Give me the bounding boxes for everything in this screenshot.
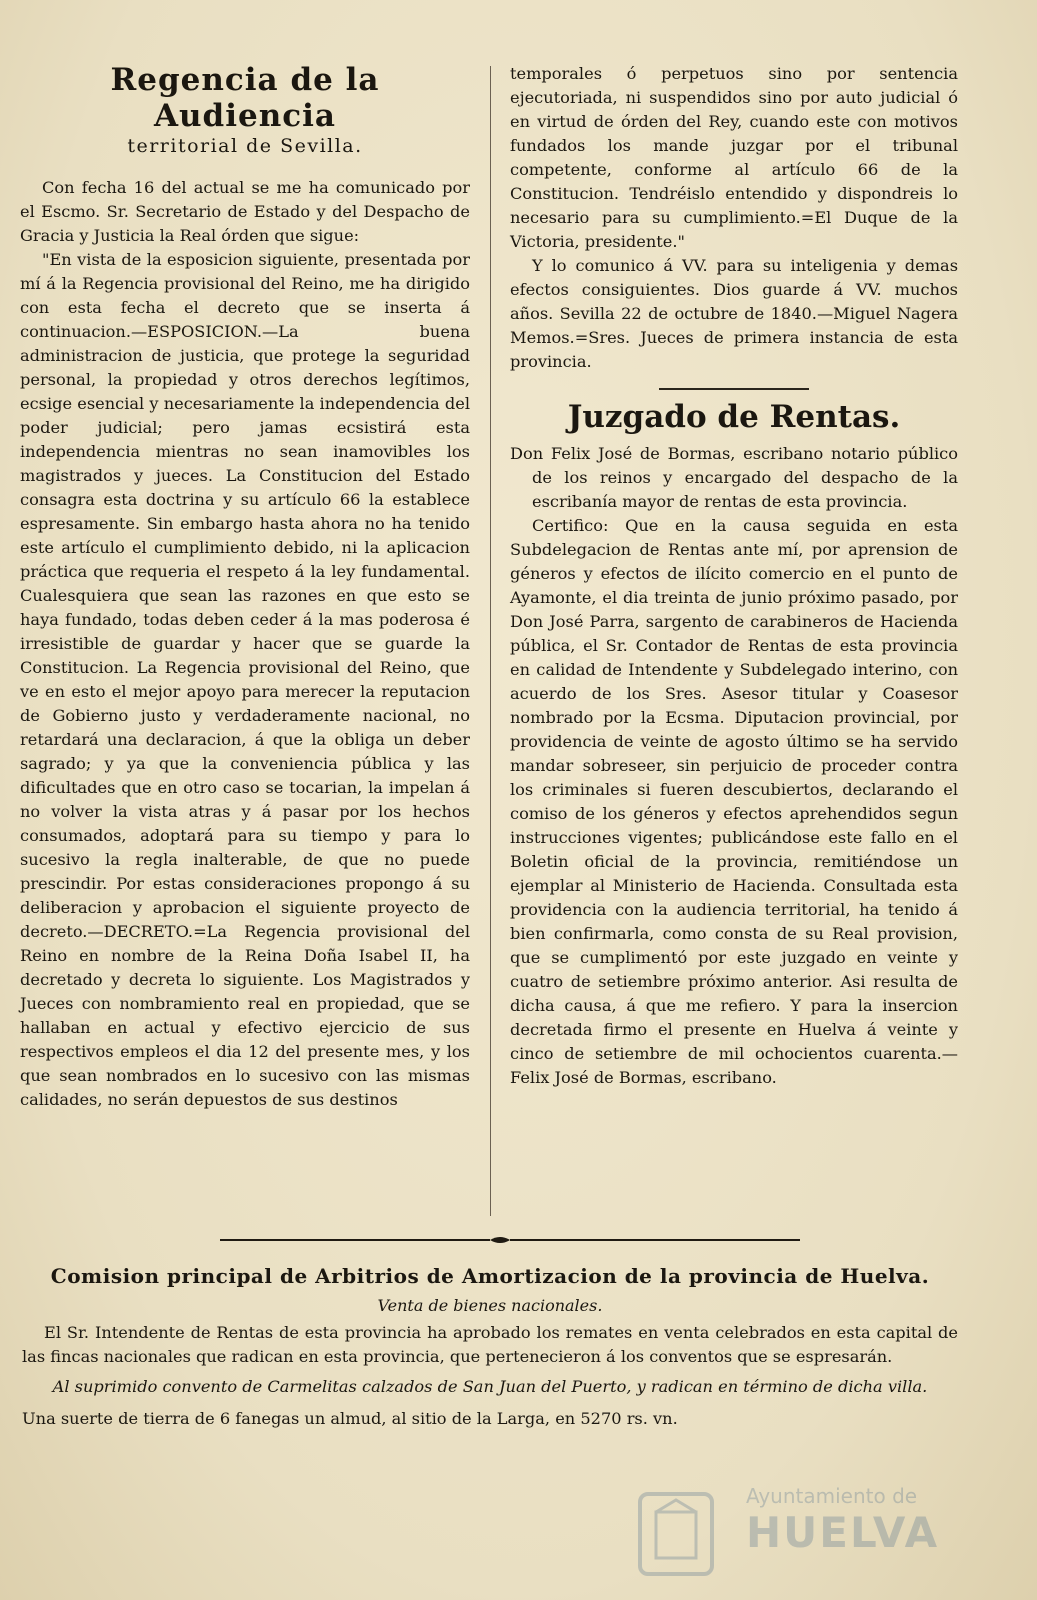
section-title: Juzgado de Rentas.	[567, 399, 901, 435]
bottom-paragraph: El Sr. Intendente de Rentas de esta provincia ha aprobado los remates en venta celebrados en esta capital de las fincas nacionales que radican en esta provincia, que pertenecieron á los conventos que se espresarán.	[22, 1323, 958, 1366]
section-paragraph: Certifico: Que en la causa seguida en esta Subdelegacion de Rentas ante mí, por aprension de géneros y efectos de ilícito comercio en el punto de Ayamonte, el dia treinta de junio próximo pasado, por Don José Parra, sargento de carabineros de Hacienda pública, el Sr. Contador de Rentas de esta provincia en calidad de Intendente y Subdelegado interino, con acuerdo de los Sres. Asesor titular y Coasesor nombrado por la Ecsma. Diputacion provincial, por providencia de veinte de agosto último se ha servido mandar sobreseer, sin perjuicio de proceder contra los criminales si fueren descubiertos, declarando el comiso de los géneros y efectos aprehendidos segun instrucciones vigentes; publicándose este fallo en el Boletin oficial de la provincia, remitiéndose un ejemplar al Ministerio de Hacienda. Consultada esta providencia con la audiencia territorial, ha tenido á bien confirmarla, como consta de su Real provision, que se cumplimentó por este juzgado en veinte y cuatro de setiembre próximo anterior. Asi resulta de dicha causa, á que me refiero. Y para la insercion decretada firmo el presente en Huelva á veinte y cinco de setiembre de mil ochocientos cuarenta.—Felix José de Bormas, escribano.	[510, 516, 958, 1087]
column-divider	[490, 66, 491, 1216]
left-column	[20, 62, 470, 1112]
ornamental-rule	[220, 1232, 800, 1248]
convent-line: Al suprimido convento de Carmelitas calzados de San Juan del Puerto, y radican en término de dicha villa.	[52, 1377, 928, 1396]
article-title: Regencia de la Audiencia	[110, 62, 380, 134]
sale-item: Una suerte de tierra de 6 fanegas un almud, al sitio de la Larga, en 5270 rs. vn.	[22, 1409, 678, 1428]
watermark-line1: Ayuntamiento de	[746, 1484, 918, 1508]
bottom-title: Comision principal de Arbitrios de Amortizacion de la provincia de Huelva.	[50, 1264, 930, 1288]
watermark-line2: HUELVA	[746, 1508, 940, 1557]
section-intro: Don Felix José de Bormas, escribano notario público de los reinos y encargado del despacho de la escribanía mayor de rentas de esta provincia.	[510, 444, 958, 511]
bottom-subtitle: Venta de bienes nacionales.	[377, 1296, 603, 1315]
city-seal-icon	[626, 1484, 726, 1584]
article-subtitle: territorial de Sevilla.	[127, 135, 363, 157]
article-paragraph: "En vista de la esposicion siguiente, presentada por mí á la Regencia provisional del Reino, me ha dirigido con esta fecha el decreto que se inserta á continuacion.—ESPOSICION.—La buena administracion de justicia, que protege la seguridad personal, la propiedad y otros derechos legítimos, ecsige esencial y necesariamente la independencia del poder judicial; pero jamas ecsistirá esta independencia mientras no sean inamovibles los magistrados y jueces. La Constitucion del Estado consagra esta doctrina y su artículo 66 la establece espresamente. Sin embargo hasta ahora no ha tenido este artículo el cumplimiento debido, ni la aplicacion práctica que requeria el respeto á la ley fundamental. Cualesquiera que sean las razones en que esto se haya fundado, todas deben ceder á la mas poderosa é irresistible de guardar y hacer que se guarde la Constitucion. La Regencia provisional del Reino, que ve en esto el mejor apoyo para merecer la reputacion de Gobierno justo y verdaderamente nacional, no retardará una declaracion, á que la obliga un deber sagrado; y ya que la conveniencia pública y las dificultades que en otro caso se tocarian, la impelan á no volver la vista atras y á pasar por los hechos consumados, adoptará para su tiempo y para lo sucesivo la regla inalterable, de que no puede prescindir. Por estas consideraciones propongo á su deliberacion y aprobacion el siguiente proyecto de decreto.—DECRETO.=La Regencia provisional del Reino en nombre de la Reina Doña Isabel II, ha decretado y decreta lo siguiente. Los Magistrados y Jueces con nombramiento real en propiedad, que se hallaban en actual y efectivo ejercicio de sus respectivos empleos el dia 12 del presente mes, y los que sean nombrados en lo sucesivo con las mismas calidades, no serán depuestos de sus destinos	[20, 250, 470, 1109]
archive-watermark	[626, 1484, 956, 1584]
article-paragraph: temporales ó perpetuos sino por sentencia ejecutoriada, ni suspendidos sino por auto judicial ó en virtud de órden del Rey, cuando este con motivos fundados los mande juzgar por el tribunal competente, conforme al artículo 66 de la Constitucion. Tendréislo entendido y dispondreis lo necesario para su cumplimiento.=El Duque de la Victoria, presidente."	[510, 64, 958, 251]
right-column	[510, 62, 958, 1090]
bottom-section	[22, 1258, 958, 1431]
article-paragraph: Con fecha 16 del actual se me ha comunicado por el Escmo. Sr. Secretario de Estado y del Despacho de Gracia y Justicia la Real órden que sigue:	[20, 178, 470, 245]
article-paragraph: Y lo comunico á VV. para su inteligenia y demas efectos consiguientes. Dios guarde á VV. muchos años. Sevilla 22 de octubre de 1840.—Miguel Nagera Memos.=Sres. Jueces de primera instancia de esta provincia.	[510, 256, 958, 371]
section-divider	[659, 388, 809, 390]
